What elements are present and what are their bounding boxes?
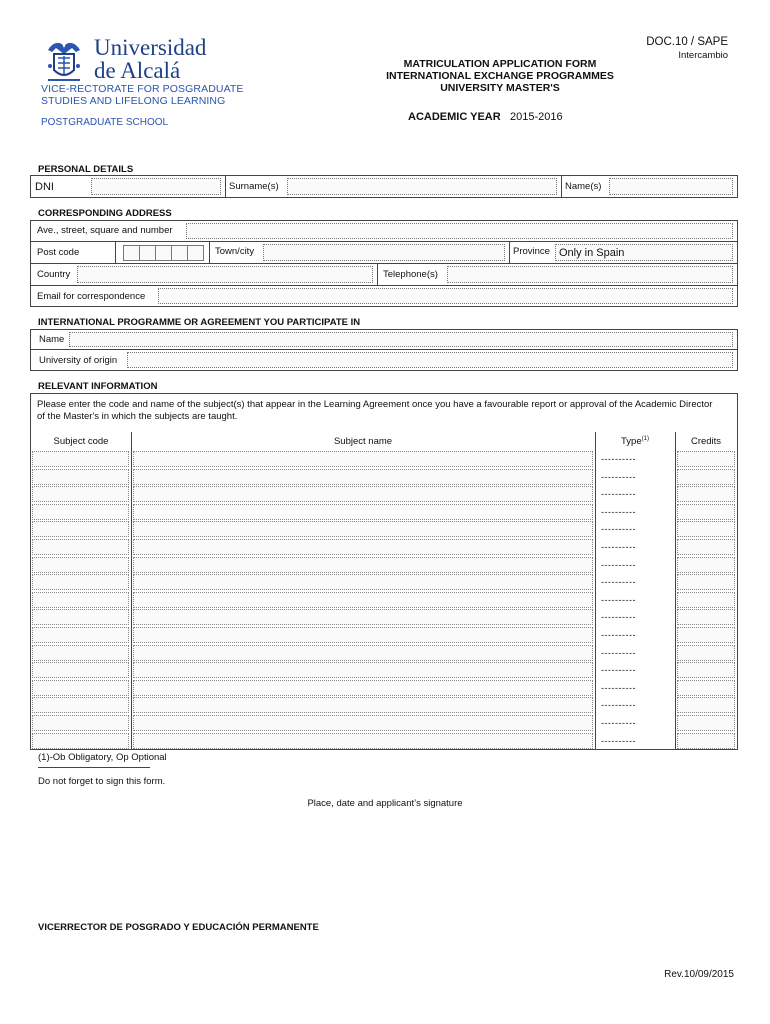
title-line1: MATRICULATION APPLICATION FORM	[403, 58, 597, 70]
type-placeholder: ----------	[601, 647, 636, 658]
col-type-label: Type	[621, 436, 642, 448]
subject-code-field[interactable]	[32, 557, 129, 573]
dni-field[interactable]	[91, 178, 221, 195]
subject-name-field[interactable]	[133, 521, 593, 537]
telephone-field[interactable]	[447, 266, 733, 283]
divider	[225, 176, 226, 197]
revision-date: Rev.10/09/2015	[664, 969, 734, 980]
type-placeholder: ----------	[601, 612, 636, 623]
divider	[115, 242, 116, 263]
type-placeholder: ----------	[601, 718, 636, 728]
credits-field[interactable]	[677, 539, 735, 555]
university-crest-icon	[42, 36, 86, 84]
type-placeholder: ----------	[601, 682, 636, 693]
divider	[561, 176, 562, 197]
names-label: Name(s)	[565, 181, 602, 192]
type-placeholder: ----------	[601, 471, 636, 482]
programme-box	[30, 329, 738, 371]
subject-code-field[interactable]	[32, 715, 129, 731]
credits-field[interactable]	[677, 469, 735, 485]
subject-code-field[interactable]	[32, 574, 129, 590]
relevant-heading: RELEVANT INFORMATION	[38, 381, 158, 392]
table-row	[31, 661, 737, 679]
col-type	[595, 436, 675, 447]
table-row	[31, 732, 737, 750]
programme-name-label: Name	[39, 334, 65, 345]
university-name	[94, 36, 206, 82]
col-subject-name: Subject name	[333, 436, 393, 447]
address-heading: CORRESPONDING ADDRESS	[38, 208, 172, 219]
type-placeholder: ----------	[601, 630, 636, 640]
table-row	[31, 679, 737, 697]
credits-field[interactable]	[677, 715, 735, 731]
signature-label: Place, date and applicant’s signature	[307, 798, 463, 809]
credits-field[interactable]	[677, 609, 735, 625]
postcode-row	[31, 242, 737, 264]
province-value: Only in Spain	[559, 247, 625, 259]
document-code: DOC.10 / SAPE	[646, 36, 728, 48]
vice-rectorate-line1: VICE-RECTORATE FOR POSGRADUATE	[41, 83, 244, 95]
type-placeholder: ----------	[601, 524, 636, 535]
credits-field[interactable]	[677, 504, 735, 520]
table-row	[31, 450, 737, 468]
programme-heading: INTERNATIONAL PROGRAMME OR AGREEMENT YOU PARTICIPATE IN	[38, 317, 361, 328]
subject-name-field[interactable]	[133, 680, 593, 696]
subject-name-field[interactable]	[133, 715, 593, 731]
subject-name-field[interactable]	[133, 662, 593, 678]
university-origin-label: University of origin	[39, 355, 118, 366]
type-placeholder: ----------	[601, 506, 636, 517]
street-field[interactable]	[186, 223, 733, 239]
subject-code-field[interactable]	[32, 539, 129, 555]
col-credits: Credits	[690, 436, 722, 447]
credits-field[interactable]	[677, 486, 735, 502]
surname-field[interactable]	[287, 178, 557, 195]
postcode-digit[interactable]	[187, 245, 204, 261]
subject-code-field[interactable]	[32, 645, 129, 661]
table-row	[31, 696, 737, 714]
table-row	[31, 591, 737, 609]
street-label: Ave., street, square and number	[37, 225, 173, 236]
town-field[interactable]	[263, 244, 505, 261]
footnote-divider	[38, 767, 150, 768]
type-placeholder: ----------	[601, 454, 636, 464]
divider	[377, 264, 378, 285]
table-row	[31, 556, 737, 574]
subject-code-field[interactable]	[32, 486, 129, 502]
dni-label: DNI	[35, 181, 54, 193]
subject-code-field[interactable]	[32, 521, 129, 537]
credits-field[interactable]	[677, 680, 735, 696]
postcode-digit[interactable]	[123, 245, 140, 261]
table-row	[31, 573, 737, 591]
subject-name-field[interactable]	[133, 574, 593, 590]
type-footnote: (1)-Ob Obligatory, Op Optional	[38, 752, 167, 763]
document-subcode: Intercambio	[678, 50, 728, 61]
table-row	[31, 608, 737, 626]
street-row	[31, 221, 737, 242]
university-name-line1: Universidad	[94, 35, 207, 60]
subject-code-field[interactable]	[32, 733, 129, 749]
vice-rectorate-line2: STUDIES AND LIFELONG LEARNING	[41, 95, 226, 107]
type-placeholder: ----------	[601, 559, 636, 570]
table-row	[31, 485, 737, 503]
province-field[interactable]	[555, 244, 733, 261]
subject-code-field[interactable]	[32, 697, 129, 713]
subject-name-field[interactable]	[133, 539, 593, 555]
table-row	[31, 626, 737, 644]
type-placeholder: ----------	[601, 489, 636, 500]
credits-field[interactable]	[677, 574, 735, 590]
university-origin-row	[31, 350, 737, 371]
table-row	[31, 520, 737, 538]
postcode-digit[interactable]	[155, 245, 172, 261]
credits-field[interactable]	[677, 645, 735, 661]
town-label: Town/city	[215, 246, 255, 257]
form-title	[340, 58, 660, 94]
country-label: Country	[37, 269, 71, 280]
subject-name-field[interactable]	[133, 469, 593, 485]
table-row	[31, 538, 737, 556]
telephone-label: Telephone(s)	[383, 269, 438, 280]
vice-rectorate	[41, 83, 244, 107]
subject-name-field[interactable]	[133, 557, 593, 573]
table-row	[31, 644, 737, 662]
academic-year-value: 2015-2016	[510, 111, 563, 123]
title-line3: UNIVERSITY MASTER'S	[440, 82, 560, 94]
subject-name-field[interactable]	[133, 645, 593, 661]
subject-name-field[interactable]	[133, 697, 593, 713]
subject-code-field[interactable]	[32, 592, 129, 608]
credits-field[interactable]	[677, 733, 735, 749]
university-origin-field[interactable]	[127, 352, 733, 368]
province-label: Province	[513, 246, 550, 257]
postcode-digit[interactable]	[171, 245, 188, 261]
sign-reminder: Do not forget to sign this form.	[38, 776, 166, 787]
programme-name-field[interactable]	[69, 332, 733, 347]
subject-name-field[interactable]	[133, 733, 593, 749]
credits-field[interactable]	[677, 662, 735, 678]
surname-label: Surname(s)	[229, 181, 279, 192]
email-label: Email for correspondence	[37, 291, 146, 302]
subject-name-field[interactable]	[133, 609, 593, 625]
subject-code-field[interactable]	[32, 662, 129, 678]
subjects-box	[30, 393, 738, 750]
subject-name-field[interactable]	[133, 486, 593, 502]
instructions-text: Please enter the code and name of the subject(s) that appear in the Learning Agreement once you have a favourable report or approval of the Academic Director of the Master's in which the subjects are taught.	[37, 399, 713, 422]
subject-code-field[interactable]	[32, 451, 129, 467]
programme-name-row	[31, 330, 737, 350]
col-type-footnote-mark: (1)	[641, 436, 649, 442]
type-placeholder: ----------	[601, 735, 636, 746]
title-line2: INTERNATIONAL EXCHANGE PROGRAMMES	[386, 70, 614, 82]
email-field[interactable]	[158, 288, 733, 304]
type-placeholder: ----------	[601, 665, 636, 676]
personal-details-heading: PERSONAL DETAILS	[38, 164, 134, 175]
table-row	[31, 714, 737, 732]
email-row	[31, 286, 737, 307]
subject-name-field[interactable]	[133, 504, 593, 520]
credits-field[interactable]	[677, 697, 735, 713]
subject-code-field[interactable]	[32, 504, 129, 520]
subject-code-field[interactable]	[32, 469, 129, 485]
vicerrector-signature-label: VICERRECTOR DE POSGRADO Y EDUCACIÓN PERMANENTE	[38, 922, 319, 933]
credits-field[interactable]	[677, 451, 735, 467]
type-placeholder: ----------	[601, 594, 636, 605]
academic-year-label: ACADEMIC YEAR	[408, 111, 501, 123]
subject-code-field[interactable]	[32, 609, 129, 625]
postcode-digit[interactable]	[139, 245, 156, 261]
type-placeholder: ----------	[601, 542, 636, 552]
postgraduate-school: POSTGRADUATE SCHOOL	[41, 117, 169, 128]
credits-field[interactable]	[677, 592, 735, 608]
university-name-line2: de Alcalá	[94, 58, 181, 83]
subject-name-field[interactable]	[133, 627, 593, 643]
table-row	[31, 503, 737, 521]
divider	[509, 242, 510, 263]
type-placeholder: ----------	[601, 700, 636, 711]
subject-code-field[interactable]	[32, 680, 129, 696]
table-row	[31, 468, 737, 486]
col-subject-code: Subject code	[53, 436, 109, 447]
subject-name-field[interactable]	[133, 451, 593, 467]
postcode-field[interactable]	[123, 245, 203, 261]
credits-field[interactable]	[677, 557, 735, 573]
subject-code-field[interactable]	[32, 627, 129, 643]
country-field[interactable]	[77, 266, 373, 283]
country-row	[31, 264, 737, 286]
subject-name-field[interactable]	[133, 592, 593, 608]
credits-field[interactable]	[677, 627, 735, 643]
names-field[interactable]	[609, 178, 733, 195]
address-box	[30, 220, 738, 307]
divider	[209, 242, 210, 263]
type-placeholder: ----------	[601, 577, 636, 588]
postcode-label: Post code	[37, 247, 80, 258]
personal-details-box	[30, 175, 738, 198]
credits-field[interactable]	[677, 521, 735, 537]
